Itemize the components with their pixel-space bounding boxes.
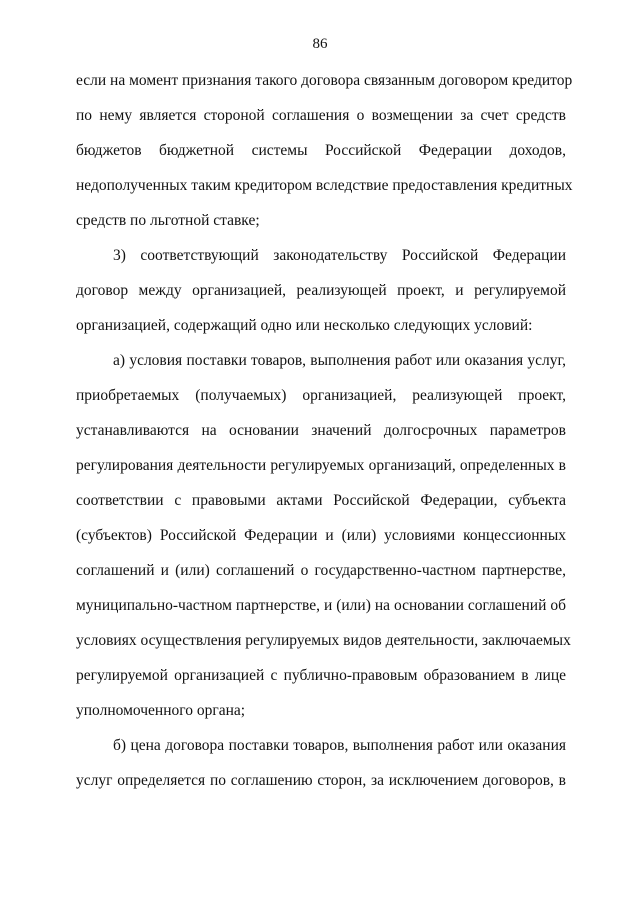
text-line: бюджетов бюджетной системы Российской Федерации доходов, [76,142,566,159]
text-line: 3) соответствующий законодательству Российской Федерации [113,247,566,264]
text-line: если на момент признания такого договора связанным договором кредитор [76,72,573,89]
text-line: соглашений и (или) соглашений о государственно-частном партнерстве, [76,562,566,579]
text-line: условиях осуществления регулируемых видов деятельности, заключаемых [76,632,571,649]
text-line: услуг определяется по соглашению сторон, за исключением договоров, в [76,772,566,789]
text-line: по нему является стороной соглашения о возмещении за счет средств [76,107,566,124]
text-line: средств по льготной ставке; [76,212,260,229]
text-line: недополученных таким кредитором вследствие предоставления кредитных [76,177,573,194]
text-line: регулируемой организацией с публично-правовым образованием в лице [76,667,566,684]
text-line: муниципально-частном партнерстве, и (или) на основании соглашений об [76,597,566,614]
text-line: б) цена договора поставки товаров, выполнения работ или оказания [113,737,566,754]
text-line: приобретаемых (получаемых) организацией, реализующей проект, [76,387,566,404]
text-line: устанавливаются на основании значений долгосрочных параметров [76,422,566,439]
text-line: (субъектов) Российской Федерации и (или) условиями концессионных [76,527,566,544]
text-line: а) условия поставки товаров, выполнения работ или оказания услуг, [113,352,566,369]
text-line: уполномоченного органа; [76,702,246,719]
text-line: договор между организацией, реализующей проект, и регулируемой [76,282,566,299]
page-number: 86 [312,36,328,52]
text-line: организацией, содержащий одно или несколько следующих условий: [76,317,533,334]
text-line: соответствии с правовыми актами Российской Федерации, субъекта [76,492,566,509]
text-line: регулирования деятельности регулируемых организаций, определенных в [76,457,566,474]
